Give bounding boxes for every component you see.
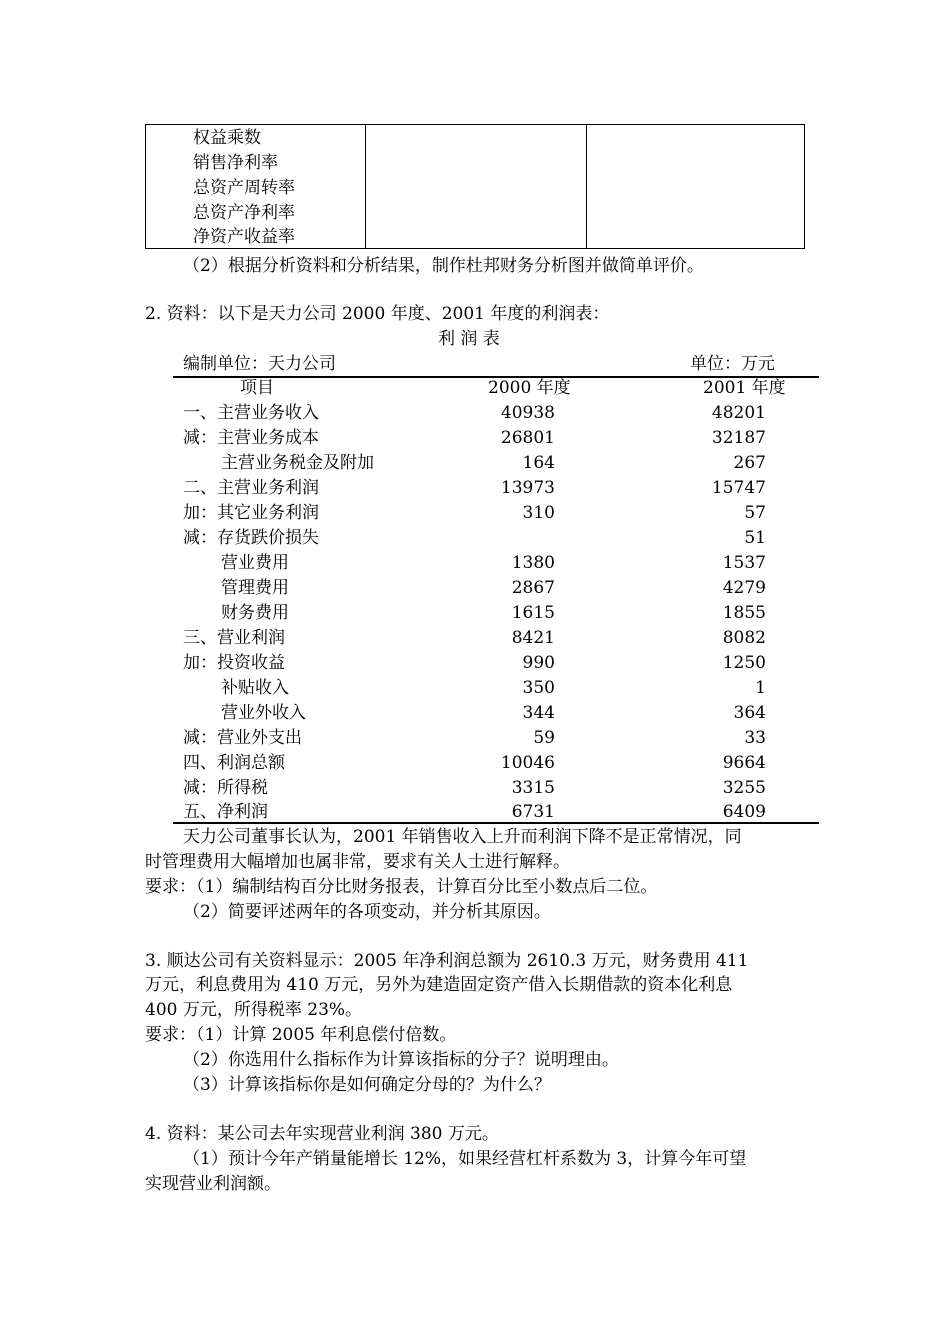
table-row [0,776,950,801]
value-2001: 51 [744,528,766,548]
value-2000: 990 [522,653,555,673]
value-2000: 26801 [500,428,555,448]
q3-paragraph: 400 万元，所得税率 23%。 [145,1000,363,1020]
value-2000: 40938 [500,403,555,423]
row-label: 管理费用 [221,578,289,598]
table-row [0,626,950,651]
table-column-divider [586,125,587,248]
row-label: 财务费用 [221,603,289,623]
value-2001: 1537 [722,553,766,573]
row-label: 补贴收入 [221,678,289,698]
q3-paragraph: 万元，利息费用为 410 万元，另外为建造固定资产借入长期借款的资本化利息 [145,975,733,995]
row-label: 加：其它业务利润 [183,503,319,523]
q4-paragraph: 实现营业利润额。 [145,1174,281,1194]
q3-requirement-3: （3）计算该指标你是如何确定分母的？为什么？ [183,1075,551,1095]
ratio-label: 销售净利率 [193,153,278,173]
value-2001: 15747 [711,478,766,498]
value-2001: 1250 [722,653,766,673]
row-label: 五、净利润 [183,802,268,822]
row-label: 营业费用 [221,553,289,573]
row-label: 减：主营业务成本 [183,428,319,448]
row-label: 减：所得税 [183,778,268,798]
table-row [0,476,950,501]
value-2000: 8421 [511,628,555,648]
row-label: 减：营业外支出 [183,728,302,748]
table-row [0,501,950,526]
table-row [0,726,950,751]
table-row [0,526,950,551]
table-row [0,651,950,676]
value-2000: 6731 [511,802,555,822]
row-label: 二、主营业务利润 [183,478,319,498]
header-item: 项目 [240,378,274,398]
row-label: 主营业务税金及附加 [221,453,374,473]
table-bottom-rule [173,822,819,824]
row-label: 四、利润总额 [183,753,285,773]
value-2001: 8082 [722,628,766,648]
row-label: 三、营业利润 [183,628,285,648]
value-2001: 1 [755,678,766,698]
reporting-unit: 编制单位：天力公司 [183,354,336,374]
value-2000: 1380 [511,553,555,573]
value-2000: 344 [522,703,555,723]
value-2001: 6409 [722,802,766,822]
ratio-label: 净资产收益率 [193,227,295,247]
income-statement-title: 利 润 表 [438,329,500,349]
q3-paragraph: 3. 顺达公司有关资料显示：2005 年净利润总额为 2610.3 万元，财务费用 411 [145,951,749,971]
value-2001: 9664 [722,753,766,773]
value-2000: 350 [522,678,555,698]
table-row [0,601,950,626]
table-row [0,701,950,726]
q1-requirement-2: （2）根据分析资料和分析结果，制作杜邦财务分析图并做简单评价。 [183,256,704,276]
ratio-label: 总资产净利率 [193,203,295,223]
value-2001: 3255 [722,778,766,798]
row-label: 加：投资收益 [183,653,285,673]
table-row [0,401,950,426]
row-label: 减：存货跌价损失 [183,528,319,548]
table-row [0,451,950,476]
row-label: 营业外收入 [221,703,306,723]
ratio-label: 总资产周转率 [193,178,295,198]
value-2001: 48201 [711,403,766,423]
q3-requirement-2: （2）你选用什么指标作为计算该指标的分子？说明理由。 [183,1050,619,1070]
value-2000: 310 [522,503,555,523]
value-2001: 267 [733,453,766,473]
table-row [0,751,950,776]
value-2001: 57 [744,503,766,523]
q2-paragraph: 天力公司董事长认为，2001 年销售收入上升而利润下降不是正常情况，同 [183,827,742,847]
value-2001: 32187 [711,428,766,448]
table-row [0,551,950,576]
header-2000: 2000 年度 [488,378,571,398]
q4-paragraph: （1）预计今年产销量能增长 12%，如果经营杠杆系数为 3，计算今年可望 [183,1149,747,1169]
row-label: 一、主营业务收入 [183,403,319,423]
q4-intro: 4. 资料：某公司去年实现营业利润 380 万元。 [145,1124,499,1144]
value-2001: 4279 [722,578,766,598]
value-2000: 1615 [511,603,555,623]
value-2000: 13973 [500,478,555,498]
q2-requirement-2: （2）简要评述两年的各项变动，并分析其原因。 [183,902,551,922]
table-header-row [0,376,950,401]
value-2000: 59 [533,728,555,748]
q2-requirement-1: 要求：（1）编制结构百分比财务报表，计算百分比至小数点后二位。 [145,877,658,897]
ratio-label: 权益乘数 [193,128,261,148]
table-column-divider [365,125,366,248]
value-2000: 2867 [511,578,555,598]
currency-unit: 单位：万元 [690,354,775,374]
q2-paragraph: 时管理费用大幅增加也属非常，要求有关人士进行解释。 [145,852,570,872]
table-row [0,676,950,701]
value-2001: 33 [744,728,766,748]
header-2001: 2001 年度 [703,378,786,398]
value-2001: 364 [733,703,766,723]
value-2000: 164 [522,453,555,473]
value-2000: 3315 [511,778,555,798]
value-2001: 1855 [722,603,766,623]
q2-intro: 2. 资料：以下是天力公司 2000 年度、2001 年度的利润表： [145,304,610,324]
value-2000: 10046 [500,753,555,773]
q3-requirement-1: 要求：（1）计算 2005 年利息偿付倍数。 [145,1025,457,1045]
ratio-table [145,124,805,249]
table-row [0,576,950,601]
table-row [0,426,950,451]
